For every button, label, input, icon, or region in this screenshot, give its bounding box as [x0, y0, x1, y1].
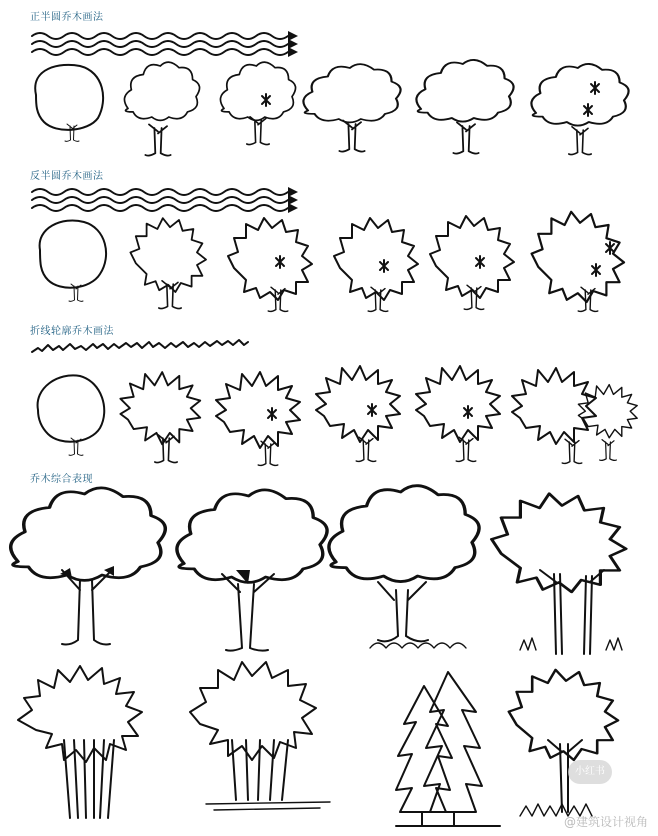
watermark-badge: 小红书: [568, 760, 612, 784]
tree-reverse-3: [334, 218, 418, 311]
section-semicircle-art: [32, 31, 629, 156]
tree-zigzag-1: [120, 372, 200, 462]
conifers-combined: [396, 672, 500, 826]
section-title-combined: 乔木综合表现: [30, 474, 93, 485]
tree-reverse-2: [228, 218, 312, 311]
bush-combined-1: [18, 666, 142, 818]
section-title-semicircle: 正半圆乔木画法: [30, 12, 104, 23]
tree-zigzag-3: [316, 366, 400, 461]
tree-circle-outline-3: [38, 375, 105, 455]
tree-circle-outline-2: [40, 220, 106, 301]
tree-circle-outline: [35, 65, 103, 141]
tree-semicircle-5: [531, 64, 628, 155]
section-zigzag-art: [32, 340, 637, 465]
tree-semicircle-4: [416, 60, 513, 154]
tree-combined-5: [509, 670, 618, 816]
section-combined-art: [11, 486, 626, 826]
section-reverse-semicircle-art: [32, 187, 624, 311]
tree-reverse-4: [430, 216, 514, 309]
tree-combined-3: [329, 486, 479, 648]
tree-zigzag-5: [512, 368, 637, 463]
tree-combined-2: [177, 490, 327, 651]
bush-combined-2: [190, 662, 330, 810]
tree-semicircle-1: [124, 62, 199, 155]
tree-semicircle-2: [220, 62, 295, 144]
tree-combined-4: [492, 494, 626, 654]
tree-combined-1: [11, 488, 166, 645]
tree-zigzag-4: [416, 366, 500, 461]
watermark-text: @建筑设计视角: [563, 815, 648, 829]
section-title-reverse-semicircle: 反半圆乔木画法: [30, 171, 104, 182]
tree-reverse-5: [532, 212, 624, 312]
tree-reverse-1: [130, 218, 206, 308]
section-title-zigzag: 折线轮廓乔木画法: [30, 326, 114, 337]
tree-semicircle-3: [303, 64, 400, 151]
tree-zigzag-2: [216, 372, 300, 465]
